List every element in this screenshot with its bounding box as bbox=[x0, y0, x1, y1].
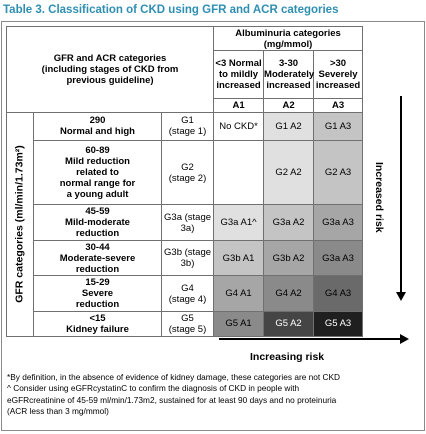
footnote-line: (ACR less than 3 mg/mmol) bbox=[7, 406, 109, 417]
header-acr-a2-range: 3-30 Moderately increased bbox=[264, 51, 314, 99]
cell-g4-a3: G4 A3 bbox=[314, 276, 363, 311]
gfr-axis-label: GFR categories (ml/min/1.73m²) bbox=[13, 145, 26, 304]
cell-g4-a2: G4 A2 bbox=[264, 276, 314, 311]
gfr-row-g1-desc: 290 Normal and high bbox=[34, 112, 162, 140]
cell-g3b-a1: G3b A1 bbox=[214, 240, 264, 275]
gfr-row-g5-stage: G5 (stage 5) bbox=[162, 311, 214, 336]
gfr-row-g3b-desc: 30-44 Moderate-severe reduction bbox=[34, 240, 162, 275]
header-acr-a1-code: A1 bbox=[214, 99, 264, 113]
footnote-line: ^ Consider using eGFRcystatinC to confirm the diagnosis of CKD in people with bbox=[7, 383, 300, 394]
gfr-row-g3a-desc: 45-59 Mild-moderate reduction bbox=[34, 205, 162, 240]
increased-risk-indicator bbox=[373, 96, 416, 308]
cell-g3b-a2: G3b A2 bbox=[264, 240, 314, 275]
header-acr-a2-code: A2 bbox=[264, 99, 314, 113]
footnote-line: *By definition, in the absence of evidence of kidney damage, these categories are not CKD bbox=[7, 372, 341, 382]
header-acr-a3-range: >30 Severely increased bbox=[314, 51, 363, 99]
header-gfr-acr-categories: GFR and ACR categories (including stages of CKD from previous guideline) bbox=[7, 27, 214, 113]
increasing-risk-label: Increasing risk bbox=[250, 351, 325, 363]
cell-g1-a3: G1 A3 bbox=[314, 112, 363, 140]
cell-g3a-a3: G3a A3 bbox=[314, 205, 363, 240]
ckd-classification-table bbox=[6, 26, 363, 337]
cell-g2-a1 bbox=[214, 140, 264, 205]
gfr-axis-label-cell bbox=[7, 112, 34, 336]
cell-g5-a2: G5 A2 bbox=[264, 311, 314, 336]
gfr-row-g2-desc: 60-89 Mild reduction related to normal range for a young adult bbox=[34, 140, 162, 205]
cell-g5-a3: G5 A3 bbox=[314, 311, 363, 336]
gfr-row-g4-desc: 15-29 Severe reduction bbox=[34, 276, 162, 311]
table-title: Table 3. Classification of CKD using GFR and ACR categories bbox=[3, 4, 339, 16]
cell-g3b-a3: G3a A3 bbox=[314, 240, 363, 275]
header-acr-a1-range: <3 Normal to mildly increased bbox=[214, 51, 264, 99]
increasing-risk-arrow-line bbox=[219, 338, 402, 340]
cell-g2-a2: G2 A2 bbox=[264, 140, 314, 205]
cell-g1-a2: G1 A2 bbox=[264, 112, 314, 140]
gfr-row-g3b-stage: G3b (stage 3b) bbox=[162, 240, 214, 275]
footnotes bbox=[7, 372, 421, 418]
cell-g4-a1: G4 A1 bbox=[214, 276, 264, 311]
cell-g5-a1: G5 A1 bbox=[214, 311, 264, 336]
header-albuminuria: Albuminuria categories (mg/mmol) bbox=[214, 27, 363, 51]
cell-g2-a3: G2 A3 bbox=[314, 140, 363, 205]
header-acr-a3-code: A3 bbox=[314, 99, 363, 113]
cell-g3a-a1: G3a A1^ bbox=[214, 205, 264, 240]
cell-g1-a1: No CKD* bbox=[214, 112, 264, 140]
increased-risk-arrow-line bbox=[400, 96, 402, 296]
arrow-right-icon bbox=[400, 334, 409, 344]
gfr-row-g3a-stage: G3a (stage 3a) bbox=[162, 205, 214, 240]
increased-risk-label: Increased risk bbox=[373, 162, 385, 233]
gfr-row-g1-stage: G1 (stage 1) bbox=[162, 112, 214, 140]
gfr-row-g5-desc: <15 Kidney failure bbox=[34, 311, 162, 336]
gfr-row-g4-stage: G4 (stage 4) bbox=[162, 276, 214, 311]
footnote-line: eGFRcreatinine of 45-59 ml/min/1.73m2, sustained for at least 90 days and no proteinuria bbox=[7, 394, 337, 405]
arrow-down-icon bbox=[396, 292, 406, 301]
cell-g3a-a2: G3a A2 bbox=[264, 205, 314, 240]
gfr-row-g2-stage: G2 (stage 2) bbox=[162, 140, 214, 205]
